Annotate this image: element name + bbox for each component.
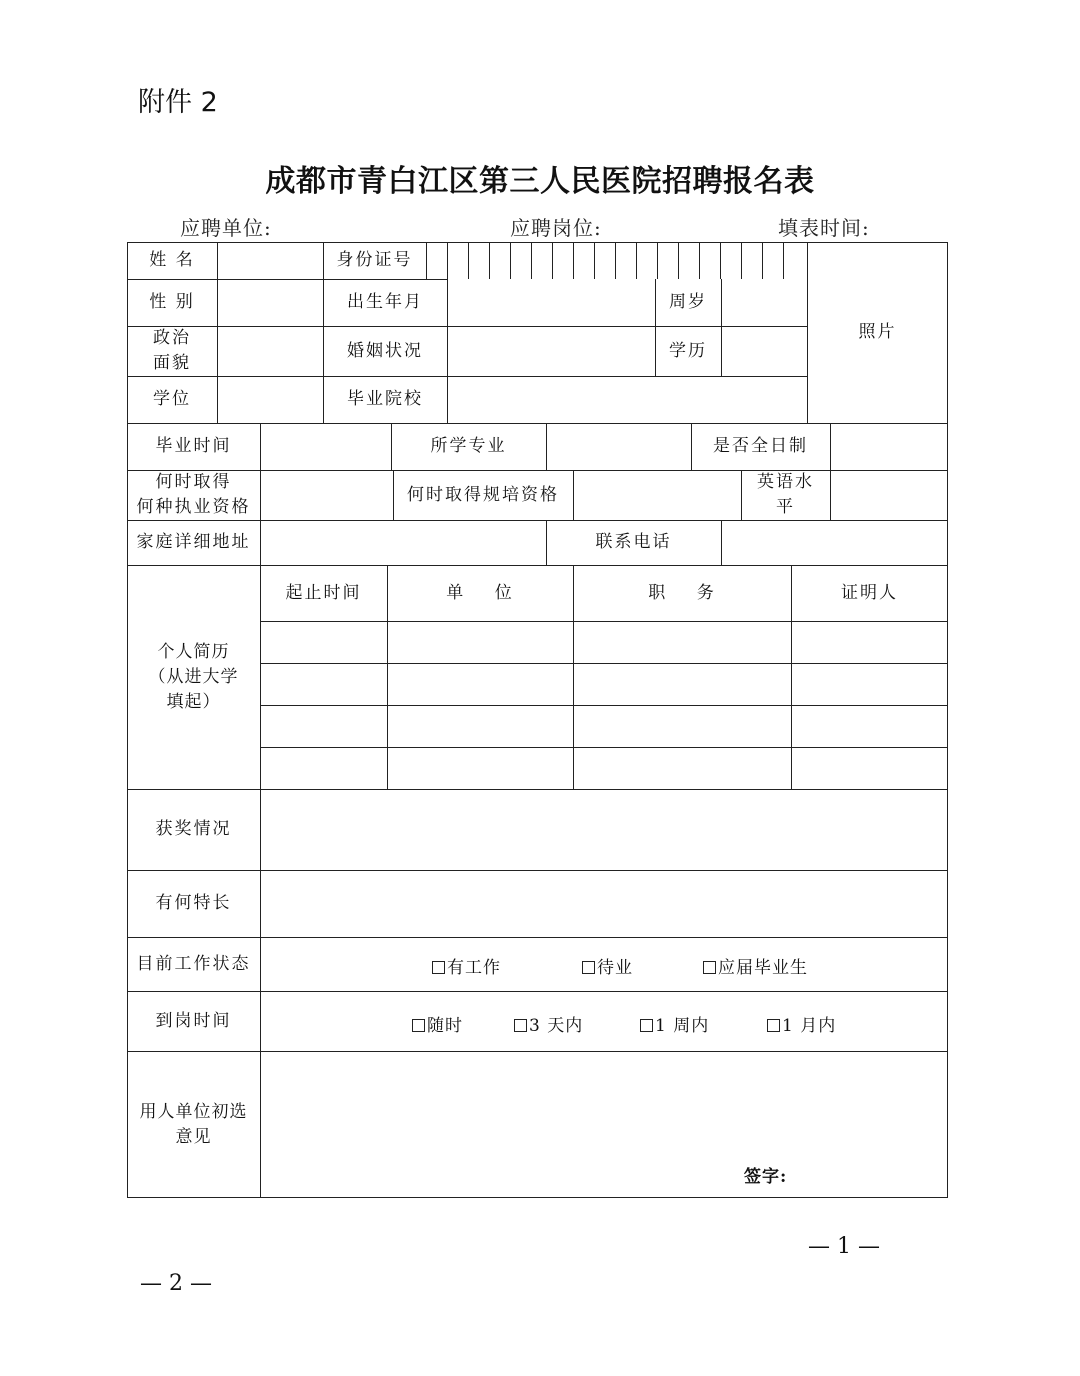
label-grad-time: 毕业时间 [155, 436, 232, 456]
label-birth: 出生年月 [347, 292, 423, 312]
option-employed[interactable]: 有工作 [432, 953, 501, 978]
header-unit: 应聘单位: [180, 216, 272, 240]
option-fresh-graduate[interactable]: 应届毕业生 [703, 953, 808, 978]
resume-header-position: 职 务 [648, 582, 716, 603]
checkbox-icon[interactable] [582, 961, 595, 974]
resume-header-referee: 证明人 [841, 582, 898, 603]
label-skills: 有何特长 [155, 893, 232, 913]
label-political: 政治 面貌 [153, 328, 191, 373]
form-title: 成都市青白江区第三人民医院招聘报名表 [265, 164, 815, 199]
resume-header-period: 起止时间 [285, 582, 362, 603]
label-major: 所学专业 [430, 436, 507, 456]
resume-header-unit: 单 位 [446, 582, 514, 603]
page-number-right: — 1 — [808, 1234, 880, 1259]
label-license: 何时取得 何种执业资格 [136, 472, 251, 517]
label-name: 姓 名 [149, 250, 195, 270]
label-education: 学历 [669, 340, 707, 361]
checkbox-icon[interactable] [767, 1019, 780, 1032]
checkbox-icon[interactable] [432, 961, 445, 974]
label-fulltime: 是否全日制 [713, 436, 808, 456]
option-1-month[interactable]: 1 月内 [767, 1011, 836, 1036]
checkbox-icon[interactable] [412, 1019, 425, 1032]
option-3-days[interactable]: 3 天内 [514, 1011, 583, 1036]
label-awards: 获奖情况 [155, 819, 232, 839]
signature-label: 签字: [744, 1167, 788, 1187]
label-address: 家庭详细地址 [136, 532, 251, 552]
label-degree: 学位 [153, 389, 191, 409]
label-resume: 个人简历 （从进大学 填起） [148, 641, 239, 712]
label-school: 毕业院校 [347, 389, 423, 409]
label-work-status: 目前工作状态 [136, 953, 251, 974]
label-id-card: 身份证号 [336, 250, 413, 270]
label-gender: 性 别 [149, 292, 195, 312]
label-phone: 联系电话 [595, 532, 672, 552]
photo-box: 照片 [858, 322, 897, 342]
option-1-week[interactable]: 1 周内 [640, 1011, 709, 1036]
header-post: 应聘岗位: [510, 216, 602, 240]
label-english: 英语水 平 [757, 472, 814, 517]
option-unemployed[interactable]: 待业 [582, 953, 633, 978]
label-opinion: 用人单位初选 意见 [139, 1101, 248, 1147]
label-training: 何时取得规培资格 [407, 484, 559, 505]
page-number-left: — 2 — [140, 1271, 212, 1296]
option-anytime[interactable]: 随时 [412, 1011, 463, 1036]
label-age: 周岁 [669, 292, 707, 312]
attachment-label: 附件 2 [138, 87, 218, 118]
checkbox-icon[interactable] [640, 1019, 653, 1032]
label-arrival: 到岗时间 [155, 1010, 232, 1031]
header-fill-time: 填表时间: [778, 216, 870, 240]
checkbox-icon[interactable] [703, 961, 716, 974]
checkbox-icon[interactable] [514, 1019, 527, 1032]
label-marital: 婚姻状况 [347, 340, 423, 361]
